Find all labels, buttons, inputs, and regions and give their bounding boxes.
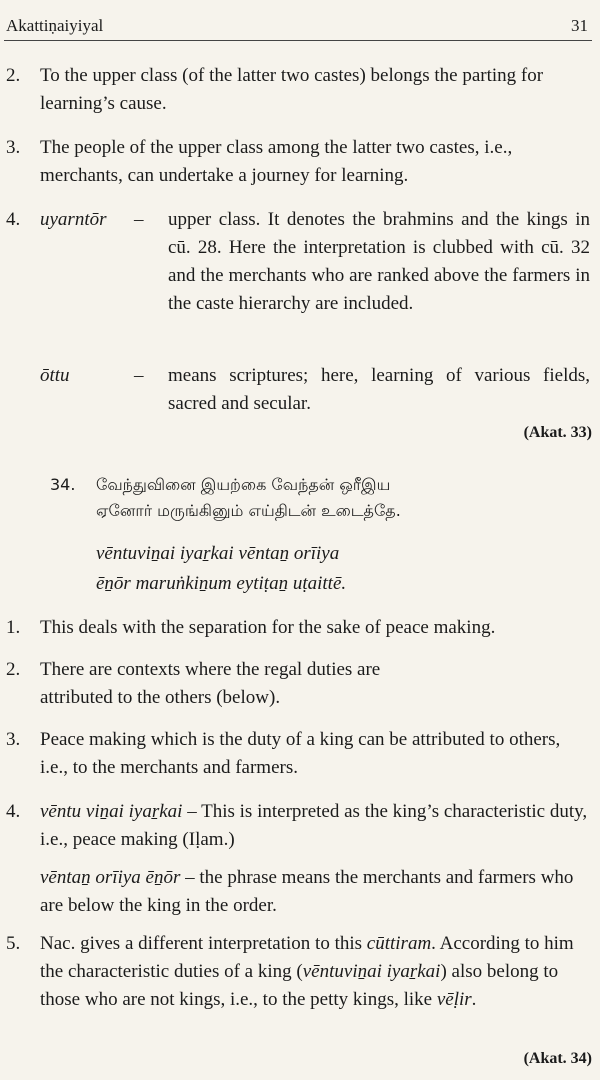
item-text: There are contexts where the regal duties are attributed to the others (below). bbox=[40, 659, 381, 708]
item-text: The people of the upper class among the latter two castes, i.e., merchants, can undertake a journey for learning. bbox=[40, 137, 513, 186]
gloss-term: ōttu bbox=[40, 365, 70, 386]
list-item bbox=[6, 726, 591, 782]
item-text bbox=[40, 864, 591, 920]
list-item bbox=[6, 62, 591, 118]
item-number: 1. bbox=[6, 617, 21, 638]
item-text: This deals with the separation for the sake of peace making. bbox=[40, 617, 496, 638]
running-header bbox=[4, 14, 592, 41]
gloss-term: uyarntōr bbox=[40, 209, 107, 230]
chapter-title: Akattiṇaiyiyal bbox=[6, 16, 104, 35]
tamil-term: cūttiram bbox=[366, 933, 432, 954]
term-explanation: – the phrase means the merchants and farmers who are below the king in the order. bbox=[40, 867, 574, 916]
text-segment: Nac. gives a different interpretation to this bbox=[40, 933, 367, 954]
transliteration-line-1: vēntuviṉai iyaṟkai vēntaṉ orīiya bbox=[96, 543, 340, 564]
item-number: 5. bbox=[6, 933, 21, 954]
text-segment: . According to him the characteristic duties of a king ( bbox=[40, 933, 574, 982]
gloss-definition: upper class. It denotes the brahmins and the kings in cū. 28. Here the interpretation is clubbed with cū. 32 and the merchants who are ranked above the farmers in the caste hierarchy are included. bbox=[168, 209, 590, 314]
item-text: To the upper class (of the latter two castes) belongs the parting for learning’s cause. bbox=[40, 65, 544, 114]
verse-number: 34. bbox=[50, 475, 76, 494]
gloss-dash: – bbox=[134, 365, 144, 386]
gloss-uyarntor bbox=[40, 206, 590, 318]
list-item bbox=[6, 614, 591, 642]
text-segment: . bbox=[471, 989, 477, 1010]
citation-akat-33: (Akat. 33) bbox=[523, 424, 592, 441]
list-item bbox=[6, 134, 591, 190]
tamil-term: vēntuviṉai iyaṟkai bbox=[302, 961, 441, 982]
tamil-term: vēḷir bbox=[436, 989, 472, 1010]
citation-akat-34: (Akat. 34) bbox=[523, 1050, 592, 1067]
tamil-verse-line-2: ஏனோர் மருங்கினும் எய்திடன் உடைத்தே. bbox=[96, 501, 401, 520]
item-text: Peace making which is the duty of a king can be attributed to others, i.e., to the merchants and farmers. bbox=[40, 729, 561, 778]
page-number: 31 bbox=[571, 16, 588, 35]
list-item-continuation bbox=[6, 864, 591, 920]
item-number: 2. bbox=[6, 659, 21, 680]
item-text bbox=[40, 930, 591, 1014]
transliteration-line-2: ēṉōr maruṅkiṉum eytiṭaṉ uṭaittē. bbox=[96, 573, 347, 594]
item-number: 3. bbox=[6, 729, 21, 750]
text-segment: ) also belong to those who are not kings, i.e., to the petty kings, like bbox=[40, 961, 559, 1010]
item-number: 3. bbox=[6, 137, 21, 158]
tamil-term: vēntu viṉai iyaṟkai bbox=[40, 801, 183, 822]
gloss-definition: means scriptures; here, learning of various fields, sacred and secular. bbox=[168, 365, 590, 414]
item-number: 4. bbox=[6, 801, 21, 822]
gloss-ottu bbox=[40, 362, 590, 418]
item-number: 2. bbox=[6, 65, 21, 86]
item-number: 4. bbox=[6, 209, 21, 230]
gloss-dash: – bbox=[134, 209, 144, 230]
list-item bbox=[6, 930, 591, 1014]
tamil-verse-line-1: வேந்துவினை இயற்கை வேந்தன் ஒரீஇய bbox=[96, 475, 391, 494]
term-explanation: – This is interpreted as the king’s characteristic duty, i.e., peace making (Iḷam.) bbox=[40, 801, 588, 850]
list-item bbox=[6, 798, 591, 854]
list-item bbox=[6, 656, 426, 712]
tamil-term: vēntaṉ orīiya ēṉōr bbox=[40, 867, 181, 888]
item-text bbox=[40, 798, 591, 854]
